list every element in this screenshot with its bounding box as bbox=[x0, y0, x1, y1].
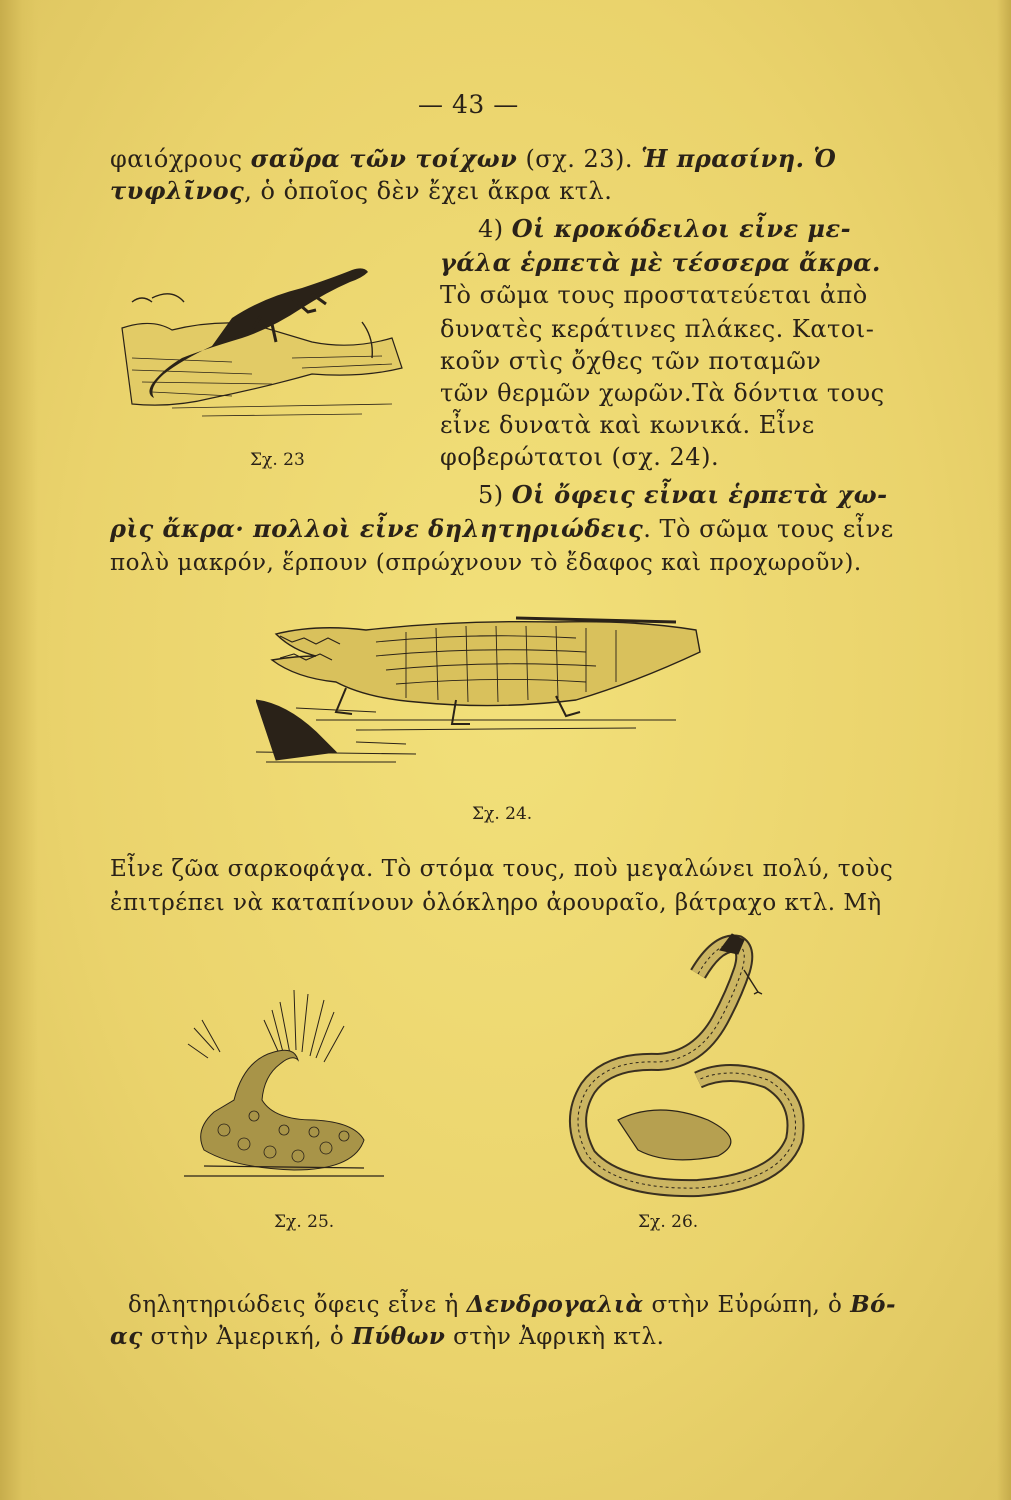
text-span: στὴν Ἀφρικὴ κτλ. bbox=[445, 1324, 665, 1350]
text-line-11 bbox=[478, 478, 888, 512]
text-line-6: δυνατὲς κεράτινες πλάκες. Κατοι- bbox=[440, 315, 875, 343]
section-number: 5) bbox=[478, 481, 512, 509]
text-line-10: φοβερώτατοι (σχ. 24). bbox=[440, 443, 720, 471]
section-heading-snakes: Οἱ ὄφεις εἶναι ἑρπετὰ χω- bbox=[511, 480, 888, 509]
section-number: 4) bbox=[478, 215, 512, 243]
figure-viper bbox=[184, 980, 384, 1180]
section-heading-crocodiles: Οἱ κροκόδειλοι εἶνε με- bbox=[511, 214, 852, 243]
text-span: (σχ. 23). bbox=[517, 145, 642, 173]
text-span: δηλητηριώδεις ὄφεις εἶνε ἡ bbox=[128, 1292, 467, 1318]
text-span: , ὁ ὁποῖος δὲν ἔχει ἄκρα κτλ. bbox=[244, 177, 613, 205]
text-span: . Τὸ σῶμα τους εἶνε bbox=[643, 515, 894, 543]
text-line-13: πολὺ μακρόν, ἕρπουν (σπρώχνουν τὸ ἔδαφος καὶ προχωροῦν). bbox=[110, 550, 862, 576]
caption-figure-24: Σχ. 24. bbox=[472, 804, 533, 824]
text-line-15: ἐπιτρέπει νὰ καταπίνουν ὁλόκληρο ἀρουραῖο, βάτραχο κτλ. Μὴ bbox=[110, 890, 882, 916]
term-wall-lizard: σαῦρα τῶν τοίχων bbox=[250, 144, 518, 173]
term-boa: Βό- bbox=[850, 1291, 897, 1318]
text-line-2 bbox=[110, 174, 612, 208]
page-edge-shadow bbox=[997, 0, 1011, 1500]
caption-figure-26: Σχ. 26. bbox=[638, 1212, 699, 1232]
figure-coiled-snake bbox=[548, 930, 828, 1200]
text-line-12 bbox=[110, 512, 894, 546]
text-line-9: εἶνε δυνατὰ καὶ κωνικά. Εἶνε bbox=[440, 411, 815, 439]
text-line-8: τῶν θερμῶν χωρῶν.Τὰ δόντια τους bbox=[440, 379, 885, 407]
figure-crocodile bbox=[256, 612, 706, 772]
term-dendrogalia: Δενδρογαλιὰ bbox=[466, 1291, 644, 1318]
text-line-16 bbox=[128, 1288, 896, 1322]
term-blindworm: τυφλῖνος bbox=[110, 176, 245, 205]
text-line-5: Τὸ σῶμα τους προστατεύεται ἀπὸ bbox=[440, 281, 868, 309]
figure-lizard bbox=[112, 258, 412, 434]
text-line-14: Εἶνε ζῶα σαρκοφάγα. Τὸ στόμα τους, ποὺ μεγαλώνει πολύ, τοὺς bbox=[110, 856, 894, 882]
page-number: — 43 — bbox=[418, 90, 519, 119]
text-span-bold: ρὶς ἄκρα· πολλοὶ εἶνε δηλητηριώδεις bbox=[110, 514, 644, 543]
text-line-3 bbox=[478, 212, 851, 246]
text-line-1 bbox=[110, 142, 836, 176]
text-span: φαιόχρους bbox=[110, 145, 251, 173]
caption-figure-23: Σχ. 23 bbox=[250, 450, 305, 470]
page-fold-shadow bbox=[0, 0, 38, 1500]
term-green-lizard: Ἡ πρασίνη. Ὁ bbox=[641, 144, 837, 173]
term-boa-cont: ας bbox=[110, 1323, 143, 1350]
text-span: στὴν Ἀμερική, ὁ bbox=[142, 1324, 352, 1350]
text-span: στὴν Εὐρώπη, ὁ bbox=[643, 1292, 851, 1318]
text-line-17 bbox=[110, 1320, 664, 1354]
term-python: Πύθων bbox=[351, 1323, 446, 1350]
caption-figure-25: Σχ. 25. bbox=[274, 1212, 335, 1232]
text-line-4: γάλα ἑρπετὰ μὲ τέσσερα ἄκρα. bbox=[440, 248, 881, 277]
text-line-7: κοῦν στὶς ὄχθες τῶν ποταμῶν bbox=[440, 347, 822, 375]
